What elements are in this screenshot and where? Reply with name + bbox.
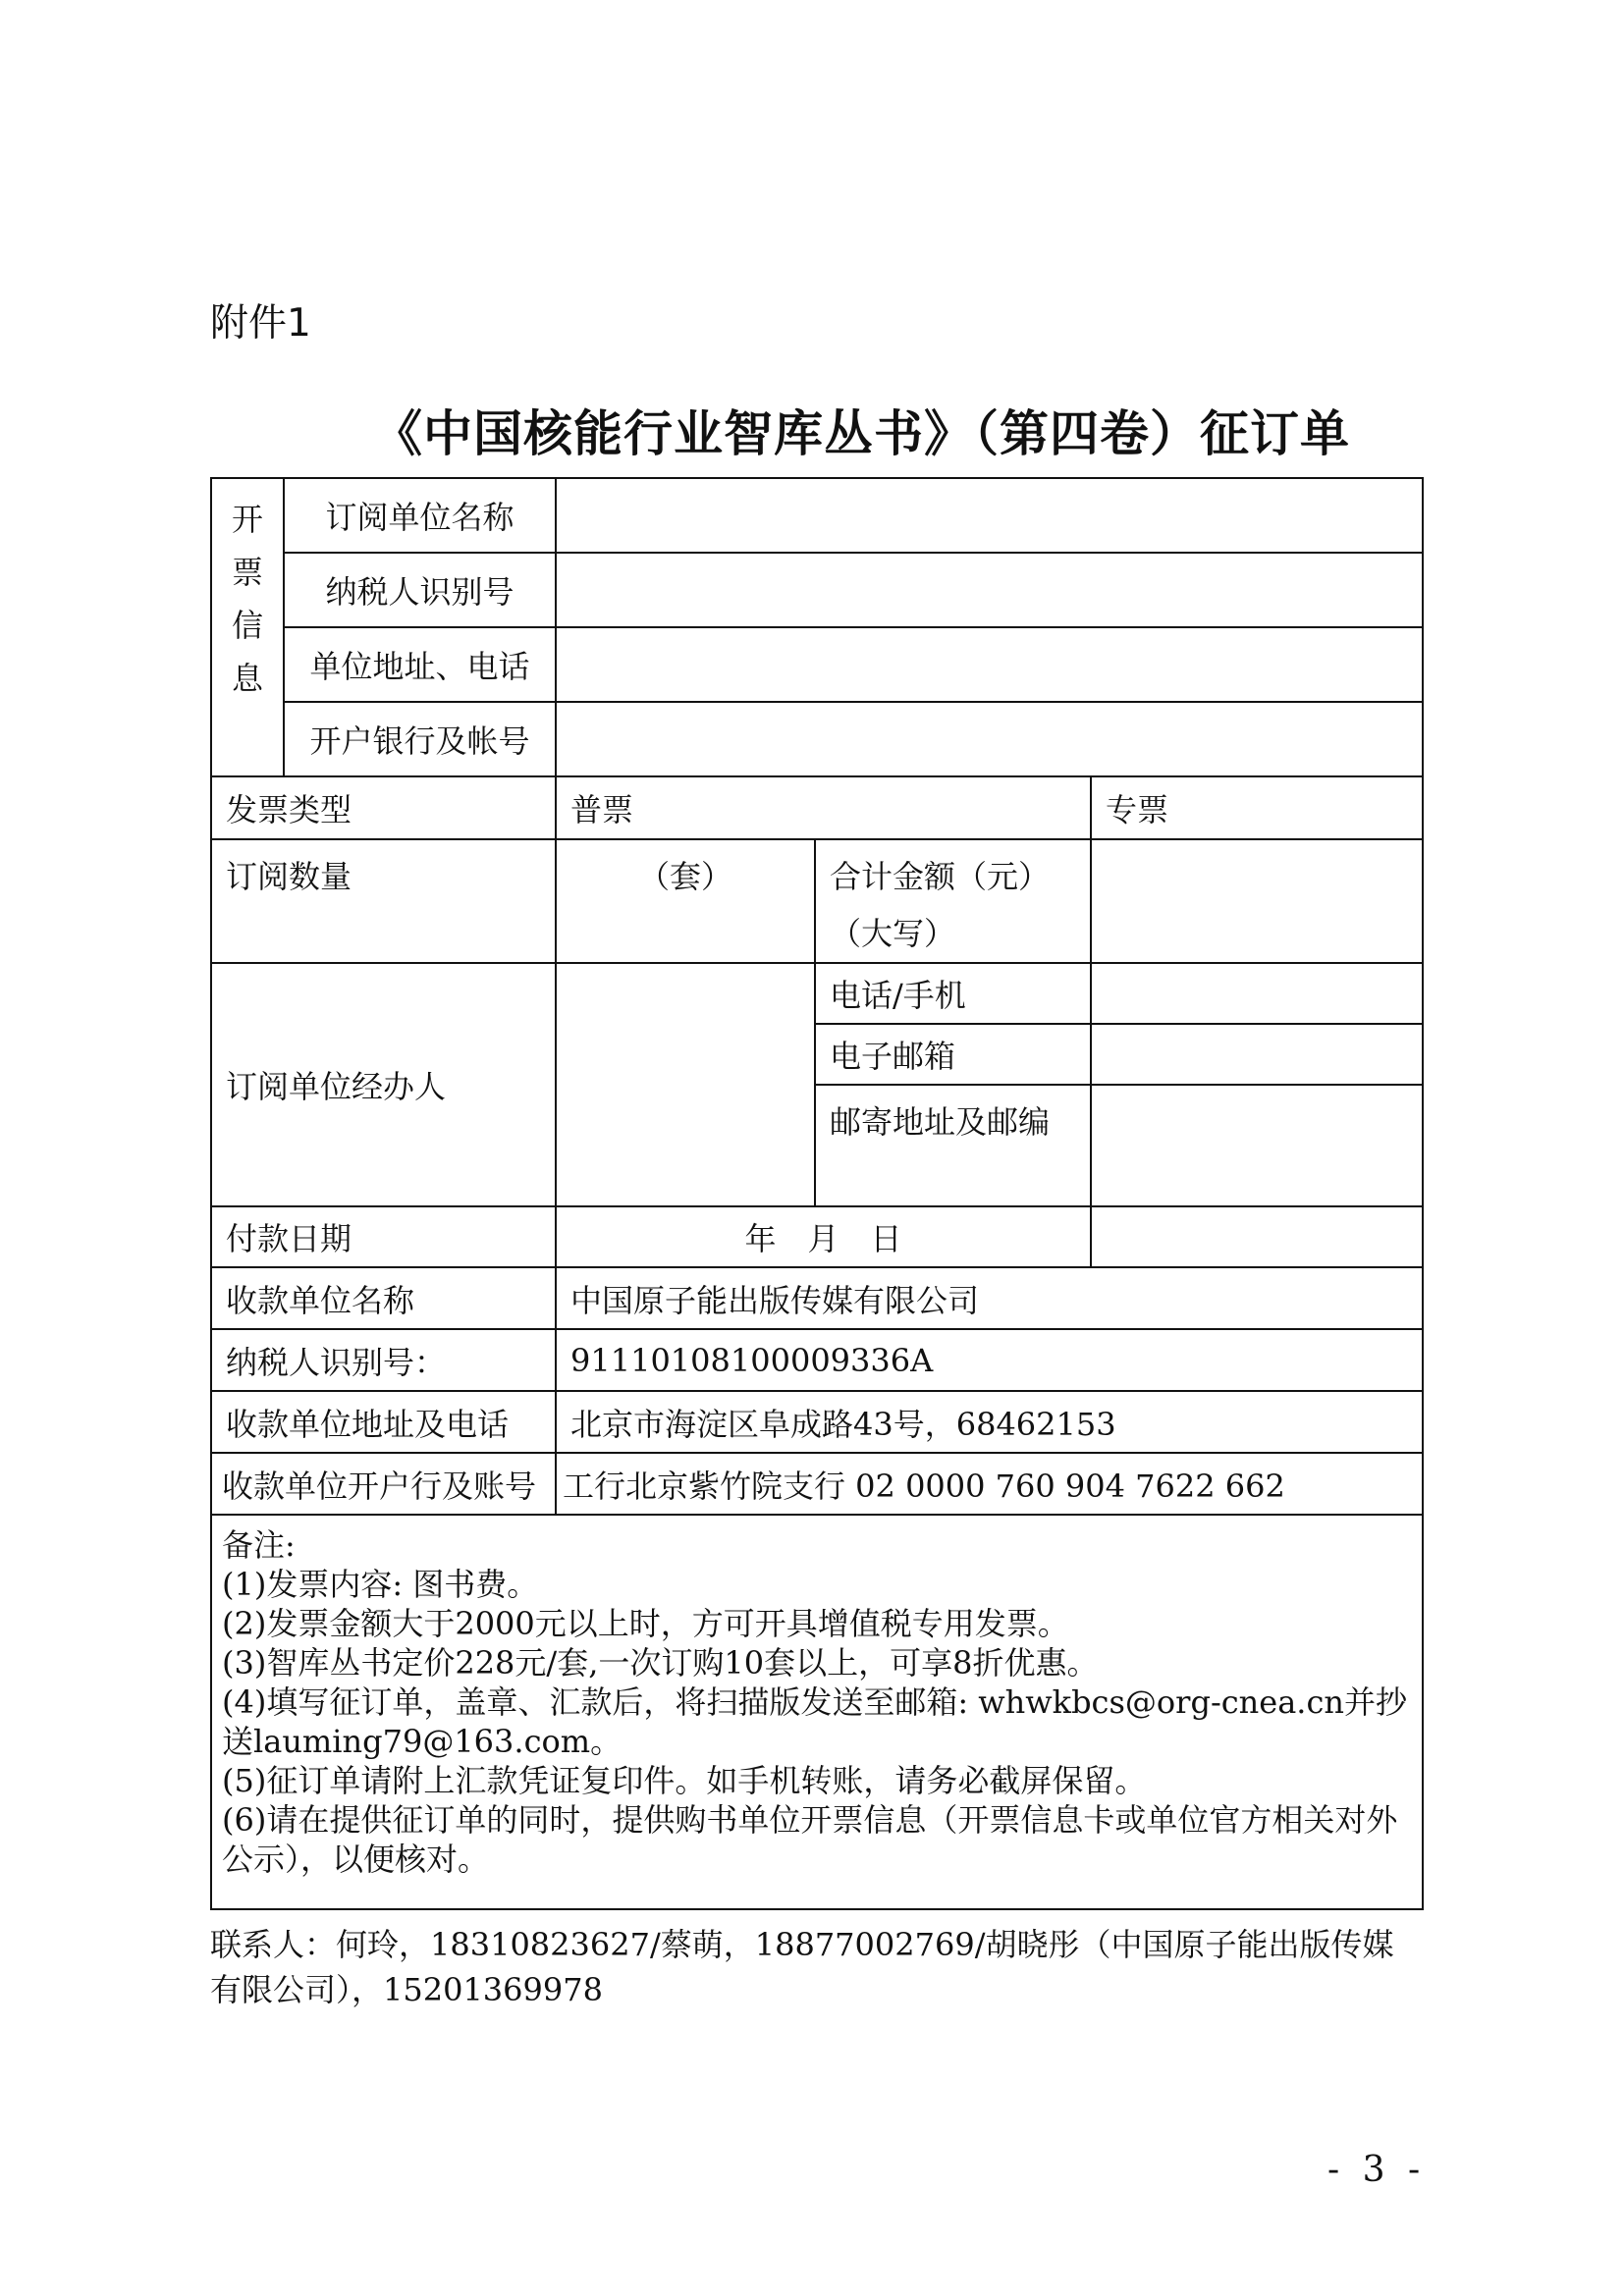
order-form-table xyxy=(210,477,1424,1910)
quantity-row xyxy=(211,839,1423,963)
note-item: (2)发票金额大于2000元以上时，方可开具增值税专用发票。 xyxy=(222,1605,1069,1642)
payee-name-row xyxy=(211,1267,1423,1329)
label-handler: 订阅单位经办人 xyxy=(211,963,556,1206)
page-number: - 3 - xyxy=(1327,2150,1427,2190)
handler-row-1 xyxy=(211,963,1423,1024)
label-total-amount: 合计金额（元）（大写） xyxy=(815,839,1091,963)
attachment-label: 附件1 xyxy=(210,301,311,346)
input-payment-date[interactable]: 年 月 日 xyxy=(556,1206,1091,1267)
note-item: (6)请在提供征订单的同时，提供购书单位开票信息（开票信息卡或单位官方相关对外公示），以便核对。 xyxy=(222,1801,1398,1878)
label-payment-date: 付款日期 xyxy=(211,1206,556,1267)
payee-tax-row xyxy=(211,1329,1423,1391)
label-quantity: 订阅数量 xyxy=(211,839,556,963)
input-mailing-address[interactable] xyxy=(1091,1085,1423,1206)
label-mailing-address: 邮寄地址及邮编 xyxy=(815,1085,1091,1206)
input-bank-account[interactable] xyxy=(556,702,1423,776)
label-email: 电子邮箱 xyxy=(815,1024,1091,1085)
input-total-amount[interactable] xyxy=(1091,839,1423,963)
label-payee-bank: 收款单位开户行及账号 xyxy=(211,1453,556,1515)
value-payee-bank: 工行北京紫竹院支行 02 0000 760 904 7622 662 xyxy=(556,1453,1423,1515)
label-address-phone: 单位地址、电话 xyxy=(284,627,556,702)
input-subscriber-name[interactable] xyxy=(556,478,1423,553)
label-payee-tax: 纳税人识别号： xyxy=(211,1329,556,1391)
value-payee-address: 北京市海淀区阜成路43号，68462153 xyxy=(556,1391,1423,1453)
label-subscriber-name: 订阅单位名称 xyxy=(284,478,556,553)
value-payee-tax: 91110108100009336A xyxy=(556,1329,1423,1391)
label-invoice-type: 发票类型 xyxy=(211,776,556,839)
billing-info-label: 开 票 信 息 xyxy=(211,478,284,776)
blank-cell xyxy=(1091,1206,1423,1267)
note-item: (3)智库丛书定价228元/套,一次订购10套以上，可享8折优惠。 xyxy=(222,1644,1099,1682)
input-taxpayer-id[interactable] xyxy=(556,553,1423,627)
billing-row-2 xyxy=(211,553,1423,627)
form-title: 《中国核能行业智库丛书》（第四卷）征订单 xyxy=(373,405,1350,462)
value-payee-name: 中国原子能出版传媒有限公司 xyxy=(556,1267,1423,1329)
contact-info: 联系人：何玲，18310823627/蔡萌，18877002769/胡晓彤（中国原子能出版传媒有限公司），15201369978 xyxy=(210,1926,1394,2008)
option-special-invoice[interactable]: 专票 xyxy=(1091,776,1423,839)
note-item: (1)发票内容: 图书费。 xyxy=(222,1566,539,1603)
notes-row xyxy=(211,1515,1423,1909)
label-payee-address: 收款单位地址及电话 xyxy=(211,1391,556,1453)
notes-cell xyxy=(211,1515,1423,1909)
label-taxpayer-id: 纳税人识别号 xyxy=(284,553,556,627)
input-address-phone[interactable] xyxy=(556,627,1423,702)
payee-bank-row xyxy=(211,1453,1423,1515)
payee-address-row xyxy=(211,1391,1423,1453)
payment-date-row xyxy=(211,1206,1423,1267)
invoice-type-row xyxy=(211,776,1423,839)
label-payee-name: 收款单位名称 xyxy=(211,1267,556,1329)
billing-row-1 xyxy=(211,478,1423,553)
notes-title: 备注: xyxy=(222,1526,296,1564)
input-handler[interactable] xyxy=(556,963,815,1206)
option-normal-invoice[interactable]: 普票 xyxy=(556,776,1091,839)
billing-row-3 xyxy=(211,627,1423,702)
note-item: (5)征订单请附上汇款凭证复印件。如手机转账，请务必截屏保留。 xyxy=(222,1762,1147,1799)
label-bank-account: 开户银行及帐号 xyxy=(284,702,556,776)
billing-row-4 xyxy=(211,702,1423,776)
input-email[interactable] xyxy=(1091,1024,1423,1085)
label-phone: 电话/手机 xyxy=(815,963,1091,1024)
input-phone[interactable] xyxy=(1091,963,1423,1024)
input-quantity[interactable]: （套） xyxy=(556,839,815,963)
note-item: (4)填写征订单，盖章、汇款后，将扫描版发送至邮箱: whwkbcs@org-cnea.cn并抄送lauming79@163.com。 xyxy=(222,1683,1408,1760)
